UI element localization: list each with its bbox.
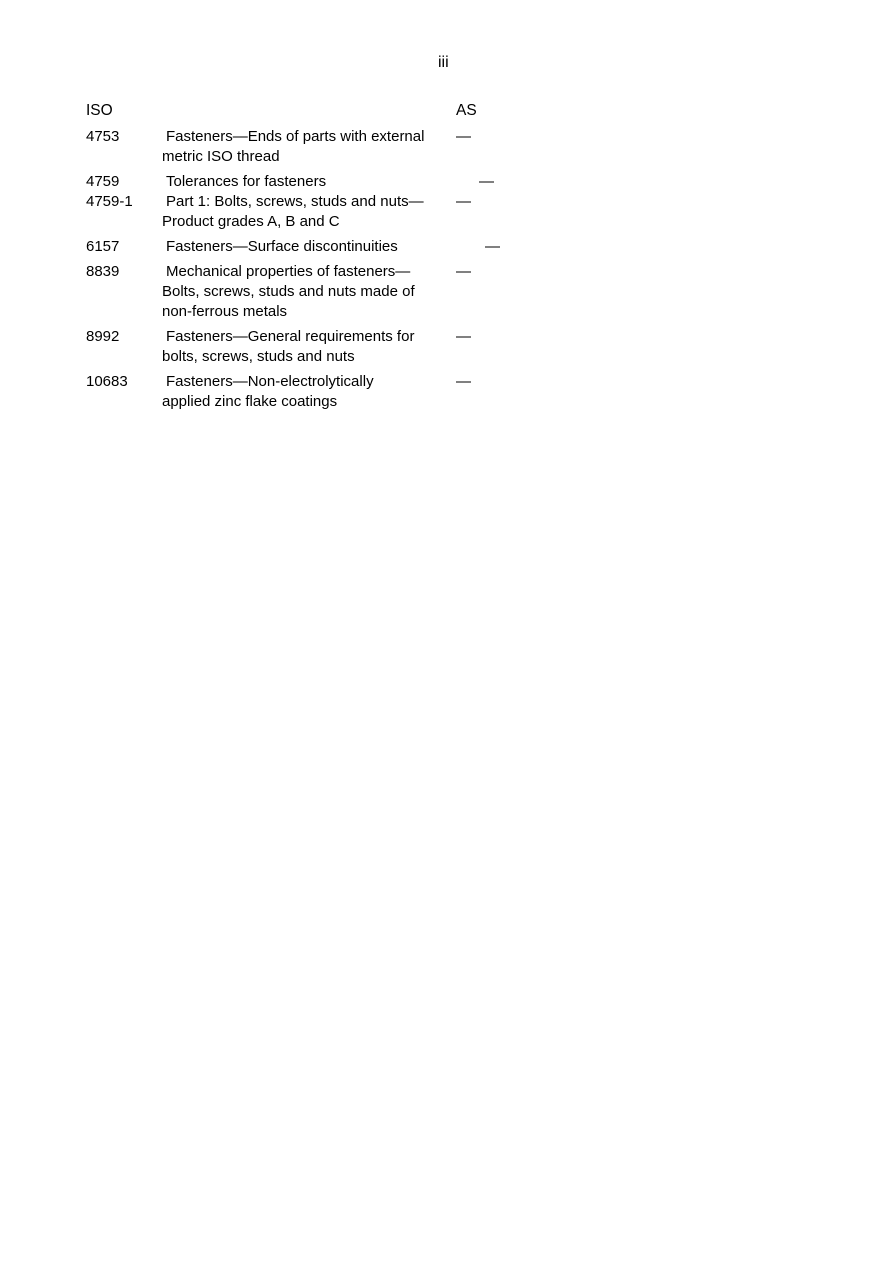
title-line: metric ISO thread <box>162 148 280 165</box>
iso-number: 4759 <box>86 173 120 190</box>
title-line: Fasteners—General requirements for <box>166 328 415 345</box>
standard-title <box>162 192 462 232</box>
iso-number: 8839 <box>86 263 120 280</box>
standard-title <box>162 172 462 192</box>
standard-title <box>162 327 462 367</box>
title-line: bolts, screws, studs and nuts <box>162 348 355 365</box>
as-number: — <box>479 173 494 190</box>
iso-number: 8992 <box>86 328 120 345</box>
as-number: — <box>456 328 471 345</box>
iso-number: 4753 <box>86 128 120 145</box>
title-line: Tolerances for fasteners <box>166 173 327 190</box>
iso-number: 10683 <box>86 373 128 390</box>
title-line: Product grades A, B and C <box>162 213 340 230</box>
page-number: iii <box>438 54 449 71</box>
iso-number: 6157 <box>86 238 120 255</box>
title-line: non-ferrous metals <box>162 303 288 320</box>
as-number: — <box>456 193 471 210</box>
iso-number: 4759-1 <box>86 193 133 210</box>
title-line: Bolts, screws, studs and nuts made of <box>162 283 415 300</box>
standard-title <box>162 127 462 167</box>
standard-title <box>162 237 462 257</box>
title-line: Fasteners—Surface discontinuities <box>166 238 398 255</box>
title-line: Part 1: Bolts, screws, studs and nuts— <box>166 193 424 210</box>
title-line: applied zinc flake coatings <box>162 393 338 410</box>
iso-column-header: ISO <box>86 102 113 119</box>
as-number: — <box>456 128 471 145</box>
standard-title <box>162 262 462 322</box>
title-line: Mechanical properties of fasteners— <box>166 263 411 280</box>
as-number: — <box>485 238 500 255</box>
title-line: Fasteners—Ends of parts with external <box>166 128 425 145</box>
standard-title <box>162 372 462 412</box>
as-column-header: AS <box>456 102 477 119</box>
as-number: — <box>456 373 471 390</box>
as-number: — <box>456 263 471 280</box>
title-line: Fasteners—Non-electrolytically <box>166 373 374 390</box>
